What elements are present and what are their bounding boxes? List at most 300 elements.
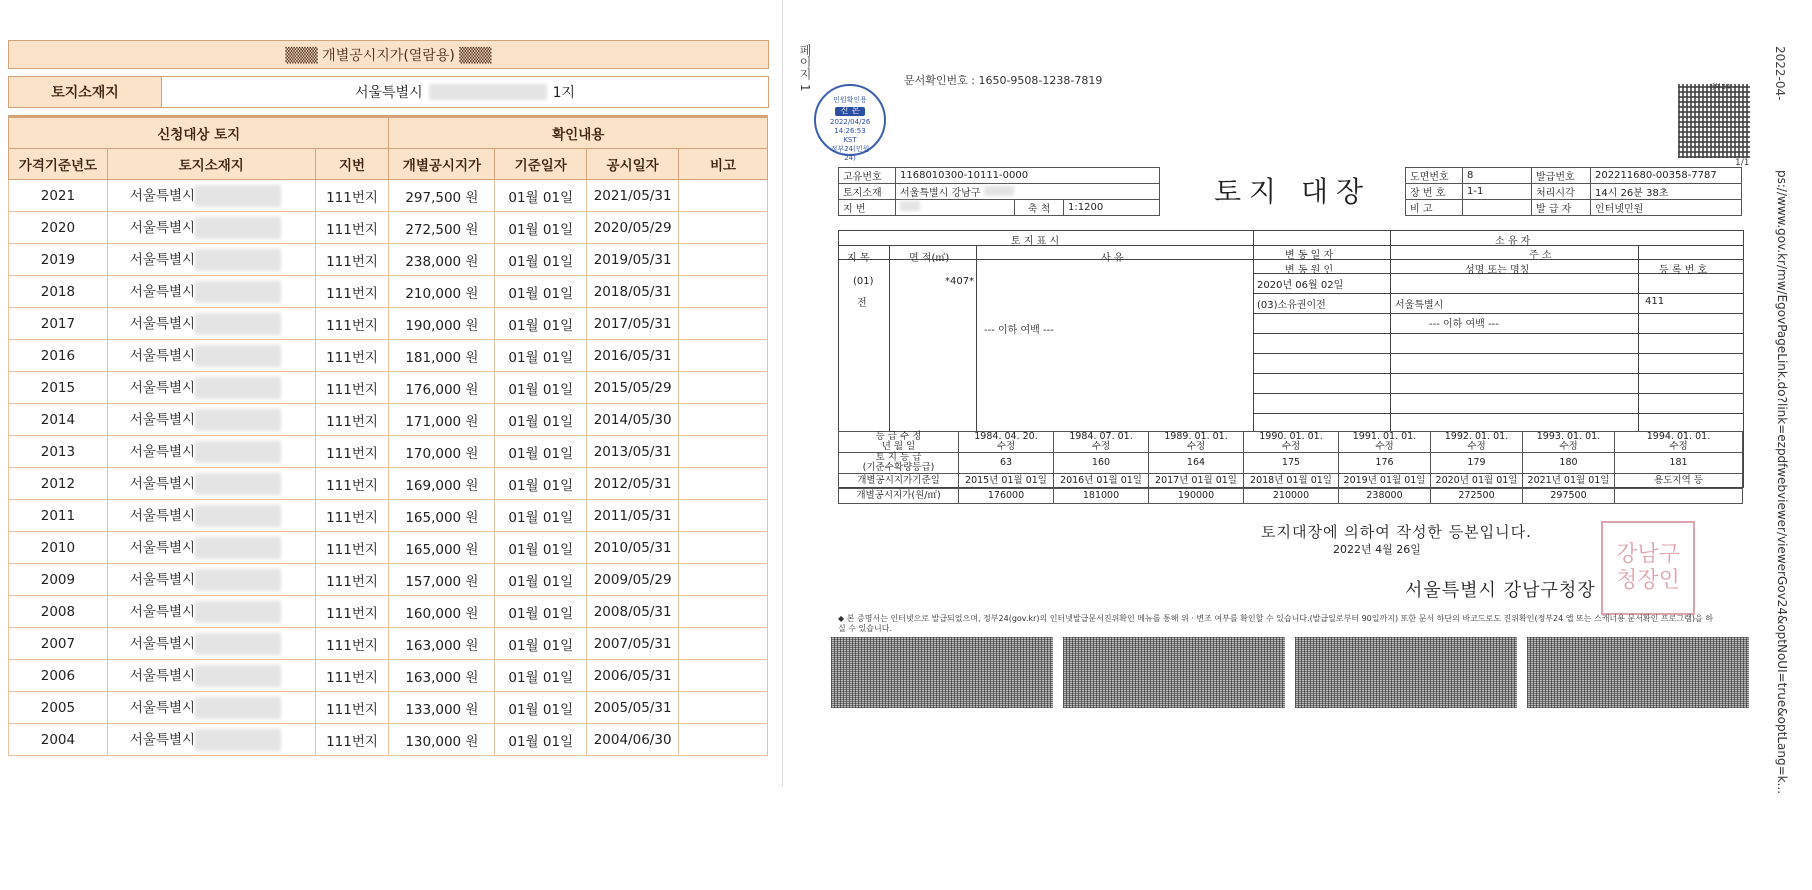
location-label: 토지소재지 bbox=[9, 77, 162, 107]
col-note-cell bbox=[679, 660, 768, 692]
verification-notice: ◆ 본 증명서는 인터넷으로 발급되었으며, 정부24(gov.kr)의 인터넷발급문서진위확인 메뉴를 통해 위 · 변조 여부를 확인할 수 있습니다.(발급일로부터 90일까지) 또한 문서 하단의 바코드로도 진위확인(정부24 앱 또는 스캐너용 문서확인 프로그램)을 하실 수 있습니다. bbox=[838, 614, 1713, 633]
redacted-address bbox=[429, 84, 547, 100]
col-lot-cell: 111번지 bbox=[315, 500, 389, 532]
col-year-cell: 2007 bbox=[9, 628, 108, 660]
table-row bbox=[9, 628, 768, 660]
col-lot-cell: 111번지 bbox=[315, 532, 389, 564]
redacted-address bbox=[195, 409, 281, 431]
stamp-top-text: 민원확인용 bbox=[833, 96, 867, 104]
land-price-table bbox=[8, 117, 768, 756]
location-value bbox=[162, 77, 768, 107]
qr-label: 정부24 bbox=[1708, 83, 1731, 91]
history-cell: 2020년 01월 01일 bbox=[1431, 474, 1523, 489]
left-panel bbox=[0, 0, 783, 787]
col-base-date-header: 기준일자 bbox=[495, 149, 587, 180]
history-cell: 180 bbox=[1523, 453, 1615, 474]
reason-header: 사 유 bbox=[1101, 253, 1124, 264]
loc-value-text: 서울특별시 강남구 bbox=[900, 188, 981, 199]
table-row bbox=[9, 564, 768, 596]
col-year-cell: 2011 bbox=[9, 500, 108, 532]
location-text: 서울특별시 bbox=[129, 540, 196, 556]
document-number: 문서확인번호 : 1650-9508-1238-7819 bbox=[904, 74, 1103, 87]
history-cell: 238000 bbox=[1339, 489, 1431, 504]
stamp-bottom-text: 정부24(민원24) bbox=[830, 145, 870, 162]
unique-value: 1168010300-10111-0000 bbox=[896, 168, 1160, 184]
change-cause-value: (03)소유권이전 bbox=[1257, 300, 1326, 311]
change-date-value: 2020년 06월 02일 bbox=[1257, 280, 1344, 291]
col-price-cell: 169,000 원 bbox=[389, 468, 495, 500]
loc-label: 토지소재 bbox=[839, 184, 896, 200]
col-publish-date-cell: 2020/05/29 bbox=[587, 212, 679, 244]
lot-label: 지 번 bbox=[839, 200, 896, 216]
table-row bbox=[9, 660, 768, 692]
col-price-cell: 163,000 원 bbox=[389, 628, 495, 660]
col-year-cell: 2018 bbox=[9, 276, 108, 308]
barcode-4 bbox=[1527, 637, 1749, 708]
col-lot-cell: 111번지 bbox=[315, 724, 389, 756]
col-note-cell bbox=[679, 468, 768, 500]
col-lot-cell: 111번지 bbox=[315, 244, 389, 276]
col-publish-date-cell: 2013/05/31 bbox=[587, 436, 679, 468]
col-year-cell: 2021 bbox=[9, 180, 108, 212]
history-cell: 176000 bbox=[959, 489, 1054, 504]
col-note-cell bbox=[679, 180, 768, 212]
col-price-cell: 163,000 원 bbox=[389, 660, 495, 692]
header-right-table bbox=[1405, 167, 1742, 216]
page-label: 페이지 1 bbox=[798, 44, 812, 92]
col-lot-cell: 111번지 bbox=[315, 628, 389, 660]
redacted-loc bbox=[984, 186, 1014, 196]
issue-label: 발급번호 bbox=[1532, 168, 1591, 184]
history-cell: 2015년 01월 01일 bbox=[959, 474, 1054, 489]
col-base-date-cell: 01월 01일 bbox=[495, 468, 587, 500]
col-location-cell bbox=[107, 500, 315, 532]
location-text: 서울특별시 bbox=[129, 732, 196, 748]
issue-value: 202211680-00358-7787 bbox=[1591, 168, 1742, 184]
stamp-kst: KST bbox=[843, 136, 857, 144]
col-base-date-cell: 01월 01일 bbox=[495, 724, 587, 756]
table-row bbox=[9, 724, 768, 756]
stamp-date: 2022/04/26 bbox=[830, 118, 871, 126]
scale-label: 축 척 bbox=[1015, 200, 1064, 216]
redacted-address bbox=[195, 441, 281, 463]
col-note-cell bbox=[679, 724, 768, 756]
empty-note-left: --- 이하 여백 --- bbox=[984, 325, 1054, 336]
col-note-cell bbox=[679, 596, 768, 628]
history-cell: 181 bbox=[1615, 453, 1743, 474]
history-cell: 1984. 04. 20. 수정 bbox=[959, 432, 1054, 453]
col-publish-date-cell: 2006/05/31 bbox=[587, 660, 679, 692]
time-value: 14시 26분 38초 bbox=[1591, 184, 1742, 200]
col-year-cell: 2010 bbox=[9, 532, 108, 564]
seal-text: 강남구청장인 bbox=[1616, 542, 1680, 593]
redacted-address bbox=[195, 601, 281, 623]
col-note-cell bbox=[679, 372, 768, 404]
location-text: 서울특별시 bbox=[129, 700, 196, 716]
history-row bbox=[839, 489, 1743, 504]
col-price-cell: 160,000 원 bbox=[389, 596, 495, 628]
history-cell: 190000 bbox=[1149, 489, 1244, 504]
location-text: 서울특별시 bbox=[129, 444, 196, 460]
unique-label: 고유번호 bbox=[839, 168, 896, 184]
col-base-date-cell: 01월 01일 bbox=[495, 244, 587, 276]
table-row bbox=[9, 500, 768, 532]
col-price-cell: 181,000 원 bbox=[389, 340, 495, 372]
owner-address: 서울특별시 bbox=[1395, 300, 1444, 311]
col-publish-date-cell: 2017/05/31 bbox=[587, 308, 679, 340]
col-location-cell bbox=[107, 564, 315, 596]
col-note-cell bbox=[679, 212, 768, 244]
barcode-3 bbox=[1295, 637, 1517, 708]
col-base-date-cell: 01월 01일 bbox=[495, 180, 587, 212]
col-price-cell: 238,000 원 bbox=[389, 244, 495, 276]
name-header: 성명 또는 명칭 bbox=[1465, 265, 1530, 276]
history-cell: 176 bbox=[1339, 453, 1431, 474]
history-cell: 1994. 01. 01. 수정 bbox=[1615, 432, 1743, 453]
col-note-cell bbox=[679, 276, 768, 308]
location-text: 서울특별시 bbox=[129, 252, 196, 268]
authentic-stamp bbox=[814, 84, 886, 162]
location-text: 서울특별시 bbox=[129, 572, 196, 588]
col-year-cell: 2004 bbox=[9, 724, 108, 756]
history-row-label: 토 지 등 급 (기준수확량등급) bbox=[839, 453, 959, 474]
history-cell: 1993. 01. 01. 수정 bbox=[1523, 432, 1615, 453]
col-lot-cell: 111번지 bbox=[315, 564, 389, 596]
col-publish-date-cell: 2011/05/31 bbox=[587, 500, 679, 532]
history-cell: 181000 bbox=[1054, 489, 1149, 504]
area-value: *407* bbox=[945, 276, 975, 287]
col-publish-date-cell: 2008/05/31 bbox=[587, 596, 679, 628]
col-year-cell: 2017 bbox=[9, 308, 108, 340]
col-year-cell: 2016 bbox=[9, 340, 108, 372]
col-lot-cell: 111번지 bbox=[315, 180, 389, 212]
col-lot-cell: 111번지 bbox=[315, 660, 389, 692]
col-price-cell: 176,000 원 bbox=[389, 372, 495, 404]
col-base-date-cell: 01월 01일 bbox=[495, 340, 587, 372]
col-location-cell bbox=[107, 276, 315, 308]
lot-value bbox=[896, 200, 1015, 216]
col-price-cell: 297,500 원 bbox=[389, 180, 495, 212]
col-year-header: 가격기준년도 bbox=[9, 149, 108, 180]
col-publish-date-header: 공시일자 bbox=[587, 149, 679, 180]
history-cell: 2017년 01월 01일 bbox=[1149, 474, 1244, 489]
history-row bbox=[839, 432, 1743, 453]
col-lot-header: 지번 bbox=[315, 149, 389, 180]
history-cell: 1992. 01. 01. 수정 bbox=[1431, 432, 1523, 453]
document-title: 토지 대장 bbox=[1214, 175, 1372, 208]
col-location-cell bbox=[107, 692, 315, 724]
history-row-label: 개별공시지가(원/㎡) bbox=[839, 489, 959, 504]
barcode-1 bbox=[831, 637, 1053, 708]
col-publish-date-cell: 2016/05/31 bbox=[587, 340, 679, 372]
location-text: 서울특별시 bbox=[129, 636, 196, 652]
table-row bbox=[9, 308, 768, 340]
col-year-cell: 2006 bbox=[9, 660, 108, 692]
stamp-main-text: 진 본 bbox=[835, 107, 865, 116]
history-row bbox=[839, 453, 1743, 474]
location-prefix: 서울특별시 bbox=[354, 85, 423, 101]
col-location-cell bbox=[107, 660, 315, 692]
address-header: 주 소 bbox=[1529, 250, 1552, 261]
history-cell: 2019년 01월 01일 bbox=[1339, 474, 1431, 489]
col-year-cell: 2008 bbox=[9, 596, 108, 628]
location-text: 서울특별시 bbox=[129, 316, 196, 332]
col-location-cell bbox=[107, 404, 315, 436]
location-text: 서울특별시 bbox=[129, 476, 196, 492]
redacted-address bbox=[195, 569, 281, 591]
history-cell: 297500 bbox=[1523, 489, 1615, 504]
land-display-header: 토 지 표 시 bbox=[1011, 236, 1060, 247]
time-label: 처리시각 bbox=[1532, 184, 1591, 200]
table-row bbox=[9, 596, 768, 628]
col-price-cell: 165,000 원 bbox=[389, 500, 495, 532]
page-title-banner: ▒▒▒ 개별공시지가(열람용) ▒▒▒ bbox=[8, 40, 769, 69]
col-publish-date-cell: 2019/05/31 bbox=[587, 244, 679, 276]
col-base-date-cell: 01월 01일 bbox=[495, 692, 587, 724]
col-lot-cell: 111번지 bbox=[315, 436, 389, 468]
col-year-cell: 2009 bbox=[9, 564, 108, 596]
stamp-time: 14:26:53 bbox=[834, 127, 866, 135]
history-cell: 1990. 01. 01. 수정 bbox=[1244, 432, 1339, 453]
jimok-name: 전 bbox=[857, 298, 867, 309]
location-text: 서울특별시 bbox=[129, 188, 196, 204]
col-note-cell bbox=[679, 628, 768, 660]
history-cell: 160 bbox=[1054, 453, 1149, 474]
history-cell: 272500 bbox=[1431, 489, 1523, 504]
loc-value bbox=[896, 184, 1160, 200]
certification-date: 2022년 4월 26일 bbox=[1333, 543, 1421, 556]
col-location-cell bbox=[107, 372, 315, 404]
location-text: 서울특별시 bbox=[129, 284, 196, 300]
location-text: 서울특별시 bbox=[129, 412, 196, 428]
col-publish-date-cell: 2015/05/29 bbox=[587, 372, 679, 404]
map-value: 8 bbox=[1463, 168, 1532, 184]
location-text: 서울특별시 bbox=[129, 668, 196, 684]
col-base-date-cell: 01월 01일 bbox=[495, 404, 587, 436]
col-base-date-cell: 01월 01일 bbox=[495, 308, 587, 340]
redacted-address bbox=[195, 185, 281, 207]
history-row-label: 개별공시지가기준일 bbox=[839, 474, 959, 489]
table-row bbox=[9, 276, 768, 308]
col-note-cell bbox=[679, 692, 768, 724]
table-row bbox=[9, 404, 768, 436]
col-base-date-cell: 01월 01일 bbox=[495, 212, 587, 244]
change-cause-header: 변 동 원 인 bbox=[1285, 265, 1334, 276]
history-cell: 1989. 01. 01. 수정 bbox=[1149, 432, 1244, 453]
jimok-header: 지 목 bbox=[847, 253, 870, 264]
col-base-date-cell: 01월 01일 bbox=[495, 596, 587, 628]
col-note-header: 비고 bbox=[679, 149, 768, 180]
col-location-header: 토지소재지 bbox=[107, 149, 315, 180]
table-row bbox=[9, 468, 768, 500]
area-header: 면 적(㎡) bbox=[909, 253, 950, 264]
table-row bbox=[9, 692, 768, 724]
col-publish-date-cell: 2010/05/31 bbox=[587, 532, 679, 564]
remark-label: 비 고 bbox=[1406, 200, 1463, 216]
ref-value: 1-1 bbox=[1463, 184, 1532, 200]
redacted-address bbox=[195, 249, 281, 271]
table-row bbox=[9, 372, 768, 404]
owner-regno: 411 bbox=[1645, 296, 1665, 307]
col-year-cell: 2014 bbox=[9, 404, 108, 436]
col-location-cell bbox=[107, 212, 315, 244]
table-row bbox=[9, 180, 768, 212]
col-base-date-cell: 01월 01일 bbox=[495, 660, 587, 692]
col-base-date-cell: 01월 01일 bbox=[495, 436, 587, 468]
table-row bbox=[9, 340, 768, 372]
col-base-date-cell: 01월 01일 bbox=[495, 372, 587, 404]
col-year-cell: 2012 bbox=[9, 468, 108, 500]
col-lot-cell: 111번지 bbox=[315, 692, 389, 724]
change-date-header: 변 동 일 자 bbox=[1285, 250, 1334, 261]
col-note-cell bbox=[679, 244, 768, 276]
history-cell: 1991. 01. 01. 수정 bbox=[1339, 432, 1431, 453]
redacted-address bbox=[195, 729, 281, 751]
col-publish-date-cell: 2012/05/31 bbox=[587, 468, 679, 500]
issuer-value: 인터넷민원 bbox=[1591, 200, 1742, 216]
col-price-cell: 171,000 원 bbox=[389, 404, 495, 436]
col-note-cell bbox=[679, 564, 768, 596]
col-location-cell bbox=[107, 596, 315, 628]
redacted-address bbox=[195, 537, 281, 559]
redacted-address bbox=[195, 281, 281, 303]
redacted-lot bbox=[900, 201, 920, 211]
location-text: 서울특별시 bbox=[129, 348, 196, 364]
col-year-cell: 2005 bbox=[9, 692, 108, 724]
group-header-confirm: 확인내용 bbox=[389, 118, 768, 149]
col-lot-cell: 111번지 bbox=[315, 372, 389, 404]
issuing-office: 서울특별시 강남구청장 bbox=[1405, 580, 1596, 601]
col-price-cell: 130,000 원 bbox=[389, 724, 495, 756]
col-price-cell: 190,000 원 bbox=[389, 308, 495, 340]
certification-text: 토지대장에 의하여 작성한 등본입니다. bbox=[1261, 523, 1532, 541]
remark-value bbox=[1463, 200, 1532, 216]
history-cell: 63 bbox=[959, 453, 1054, 474]
col-lot-cell: 111번지 bbox=[315, 404, 389, 436]
col-note-cell bbox=[679, 532, 768, 564]
history-row bbox=[839, 474, 1743, 489]
redacted-address bbox=[195, 313, 281, 335]
location-suffix: 1지 bbox=[552, 85, 576, 101]
col-publish-date-cell: 2004/06/30 bbox=[587, 724, 679, 756]
redacted-address bbox=[195, 473, 281, 495]
history-cell: 용도지역 등 bbox=[1615, 474, 1743, 489]
history-cell: 2016년 01월 01일 bbox=[1054, 474, 1149, 489]
redacted-address bbox=[195, 377, 281, 399]
col-location-cell bbox=[107, 180, 315, 212]
col-publish-date-cell: 2007/05/31 bbox=[587, 628, 679, 660]
col-year-cell: 2019 bbox=[9, 244, 108, 276]
col-publish-date-cell: 2014/05/30 bbox=[587, 404, 679, 436]
col-location-cell bbox=[107, 244, 315, 276]
location-text: 서울특별시 bbox=[129, 508, 196, 524]
table-row bbox=[9, 532, 768, 564]
owner-header: 소 유 자 bbox=[1495, 236, 1531, 247]
col-location-cell bbox=[107, 724, 315, 756]
table-row bbox=[9, 212, 768, 244]
table-row bbox=[9, 244, 768, 276]
col-publish-date-cell: 2018/05/31 bbox=[587, 276, 679, 308]
history-cell: 179 bbox=[1431, 453, 1523, 474]
redacted-address bbox=[195, 697, 281, 719]
location-text: 서울특별시 bbox=[129, 380, 196, 396]
redacted-address bbox=[195, 345, 281, 367]
col-lot-cell: 111번지 bbox=[315, 340, 389, 372]
redacted-address bbox=[195, 217, 281, 239]
history-cell: 2021년 01월 01일 bbox=[1523, 474, 1615, 489]
col-lot-cell: 111번지 bbox=[315, 212, 389, 244]
col-publish-date-cell: 2021/05/31 bbox=[587, 180, 679, 212]
table-row bbox=[9, 436, 768, 468]
map-label: 도면번호 bbox=[1406, 168, 1463, 184]
col-price-cell: 272,500 원 bbox=[389, 212, 495, 244]
redacted-address bbox=[195, 505, 281, 527]
page-ratio: 1/1 bbox=[1735, 158, 1750, 168]
group-header-target: 신청대상 토지 bbox=[9, 118, 389, 149]
history-cell: 1984. 07. 01. 수정 bbox=[1054, 432, 1149, 453]
col-location-cell bbox=[107, 532, 315, 564]
col-base-date-cell: 01월 01일 bbox=[495, 628, 587, 660]
history-cell: 175 bbox=[1244, 453, 1339, 474]
history-cell: 164 bbox=[1149, 453, 1244, 474]
side-date: 2022-04- bbox=[1773, 46, 1787, 101]
redacted-address bbox=[195, 665, 281, 687]
header-left-table bbox=[838, 167, 1160, 216]
qr-code bbox=[1678, 84, 1750, 158]
jimok-code: (01) bbox=[853, 276, 874, 287]
col-lot-cell: 111번지 bbox=[315, 468, 389, 500]
col-year-cell: 2020 bbox=[9, 212, 108, 244]
col-location-cell bbox=[107, 340, 315, 372]
col-location-cell bbox=[107, 628, 315, 660]
col-note-cell bbox=[679, 308, 768, 340]
redacted-address bbox=[195, 633, 281, 655]
col-note-cell bbox=[679, 340, 768, 372]
location-row bbox=[8, 76, 769, 108]
col-lot-cell: 111번지 bbox=[315, 276, 389, 308]
empty-note-right: --- 이하 여백 --- bbox=[1429, 319, 1499, 330]
col-location-cell bbox=[107, 436, 315, 468]
col-price-cell: 133,000 원 bbox=[389, 692, 495, 724]
col-publish-date-cell: 2005/05/31 bbox=[587, 692, 679, 724]
location-text: 서울특별시 bbox=[129, 220, 196, 236]
col-year-cell: 2015 bbox=[9, 372, 108, 404]
ref-label: 장 번 호 bbox=[1406, 184, 1463, 200]
col-location-cell bbox=[107, 468, 315, 500]
regno-header: 등 록 번 호 bbox=[1659, 265, 1708, 276]
col-base-date-cell: 01월 01일 bbox=[495, 276, 587, 308]
col-price-cell: 170,000 원 bbox=[389, 436, 495, 468]
history-cell: 2018년 01월 01일 bbox=[1244, 474, 1339, 489]
col-note-cell bbox=[679, 436, 768, 468]
col-price-header: 개별공시지가 bbox=[389, 149, 495, 180]
col-base-date-cell: 01월 01일 bbox=[495, 564, 587, 596]
official-seal bbox=[1601, 521, 1695, 615]
col-base-date-cell: 01월 01일 bbox=[495, 532, 587, 564]
barcode-2 bbox=[1063, 637, 1285, 708]
col-location-cell bbox=[107, 308, 315, 340]
col-lot-cell: 111번지 bbox=[315, 308, 389, 340]
col-price-cell: 157,000 원 bbox=[389, 564, 495, 596]
url-margin: ps://www.gov.kr/mw/EgovPageLink.do?link=ezpdfwebviewer/viewerGov24&optNoUI=true&optLang=k... bbox=[1775, 170, 1789, 795]
col-price-cell: 165,000 원 bbox=[389, 532, 495, 564]
scale-value: 1:1200 bbox=[1064, 200, 1160, 216]
col-lot-cell: 111번지 bbox=[315, 596, 389, 628]
col-price-cell: 210,000 원 bbox=[389, 276, 495, 308]
history-cell bbox=[1615, 489, 1743, 504]
col-note-cell bbox=[679, 404, 768, 436]
col-publish-date-cell: 2009/05/29 bbox=[587, 564, 679, 596]
